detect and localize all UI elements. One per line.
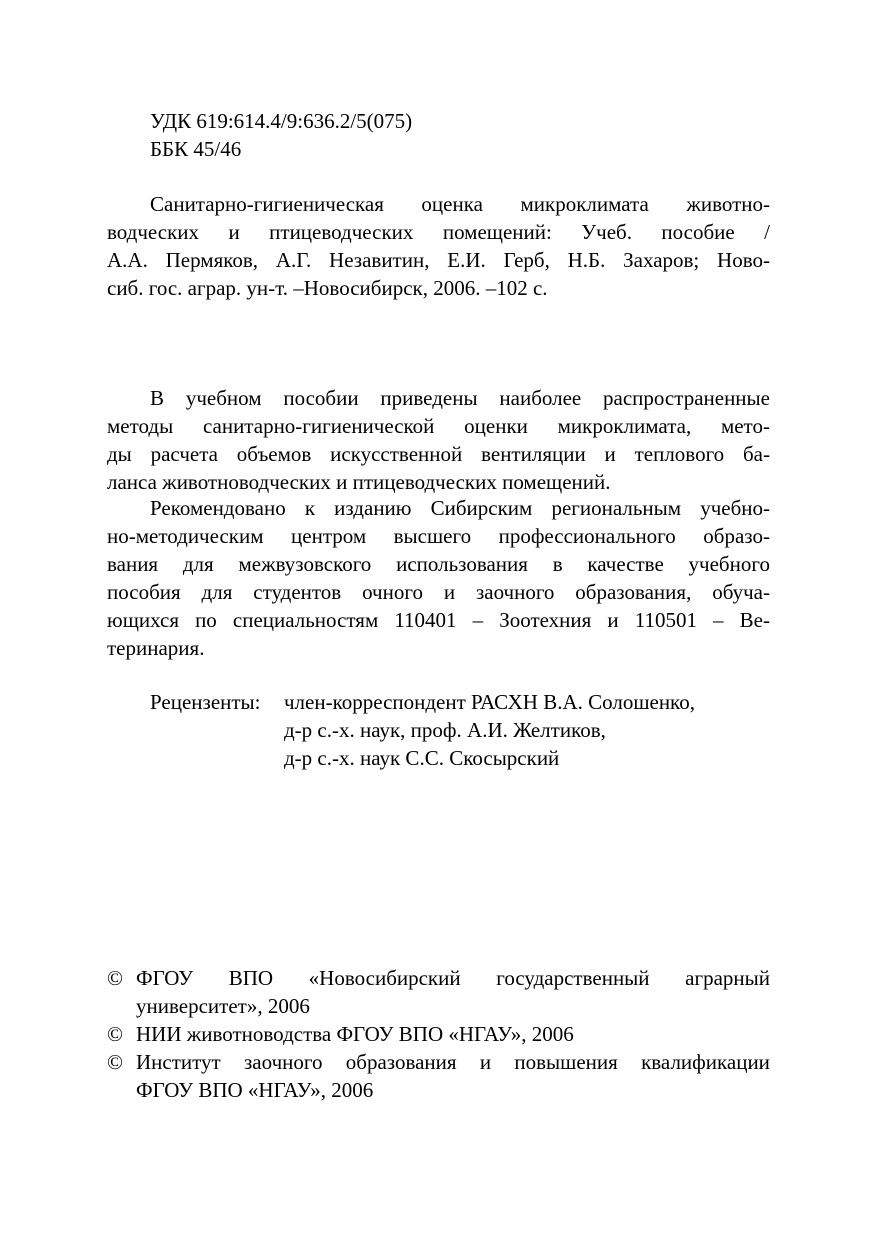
word: высшего xyxy=(393,524,472,548)
recommendation-line-3 xyxy=(107,550,770,579)
word: помещений: xyxy=(442,220,552,244)
word: микроклимата xyxy=(520,192,649,216)
word: очного xyxy=(362,580,423,604)
word: и xyxy=(604,442,616,466)
annotation-line-1 xyxy=(150,384,770,413)
word: но-методическим xyxy=(107,524,264,548)
reviewers-label: Рецензенты: xyxy=(150,690,261,714)
word: – xyxy=(472,608,484,632)
word: птицеводческих xyxy=(269,220,414,244)
word: к xyxy=(304,496,316,520)
word: приведены xyxy=(380,386,478,410)
word: заочного xyxy=(244,1050,323,1074)
word: пособии xyxy=(283,386,359,410)
bib-line-2 xyxy=(107,218,770,247)
word: микроклимата, xyxy=(557,414,692,438)
word: Пермяков, xyxy=(165,248,259,272)
word: повышения xyxy=(514,1050,618,1074)
bib-line-4: сиб. гос. аграр. ун-т. –Новосибирск, 2006. –102 с. xyxy=(107,276,548,300)
recommendation-line-2 xyxy=(107,522,770,551)
copyright-symbol-2: © xyxy=(107,1022,123,1046)
word: методы xyxy=(107,414,174,438)
word: учебно- xyxy=(700,496,770,520)
recommendation-line-4 xyxy=(107,578,770,607)
bib-line-1 xyxy=(150,190,770,219)
word: Ве- xyxy=(739,608,770,632)
word: Н.Б. xyxy=(567,248,606,272)
word: учебного xyxy=(688,552,770,576)
word: качестве xyxy=(587,552,664,576)
word: образо- xyxy=(703,524,770,548)
word: изданию xyxy=(334,496,412,520)
udk-code: УДК 619:614.4/9:636.2/5(075) xyxy=(150,109,413,133)
word: А.Г. xyxy=(275,248,312,272)
word: учебном xyxy=(185,386,262,410)
bib-line-3 xyxy=(107,246,770,275)
word: специальностям xyxy=(232,608,379,632)
word: профессионального xyxy=(498,524,676,548)
word: образования, xyxy=(575,580,692,604)
word: / xyxy=(764,220,770,244)
word: для xyxy=(201,580,233,604)
word: – xyxy=(713,608,724,632)
word: Е.И. xyxy=(447,248,486,272)
word: ВПО xyxy=(228,966,274,990)
word: 110401 xyxy=(394,608,457,632)
reviewer-2: д-р с.-х. наук, проф. А.И. Желтиков, xyxy=(284,718,606,742)
word: Ново- xyxy=(717,248,770,272)
word: квалификации xyxy=(641,1050,770,1074)
word: Учеб. xyxy=(581,220,632,244)
word: пособие xyxy=(661,220,735,244)
copyright-symbol-1: © xyxy=(107,966,123,990)
bbk-code: ББК 45/46 xyxy=(150,137,242,161)
annotation-line-4: ланса животноводческих и птицеводческих помещений. xyxy=(107,470,611,494)
word: ющихся xyxy=(107,608,179,632)
word: расчета xyxy=(150,442,218,466)
word: государственный xyxy=(496,966,650,990)
annotation-line-2 xyxy=(107,412,770,441)
word: в xyxy=(552,552,563,576)
word: Незавитин, xyxy=(329,248,430,272)
word: и xyxy=(228,220,240,244)
word: «Новосибирский xyxy=(308,966,461,990)
word: А.А. xyxy=(107,248,148,272)
copyright-symbol-3: © xyxy=(107,1050,123,1074)
word: вентиляции xyxy=(481,442,586,466)
word: В xyxy=(150,386,165,410)
word: искусственной xyxy=(330,442,463,466)
word: распространенные xyxy=(603,386,770,410)
copyright-2-line-1: НИИ животноводства ФГОУ ВПО «НГАУ», 2006 xyxy=(136,1022,574,1046)
word: Институт xyxy=(136,1050,221,1074)
word: 110501 xyxy=(634,608,697,632)
word: и xyxy=(607,608,619,632)
word: обуча- xyxy=(712,580,770,604)
word: животно- xyxy=(686,192,770,216)
word: ба- xyxy=(742,442,770,466)
word: ФГОУ xyxy=(136,966,194,990)
word: водческих xyxy=(107,220,200,244)
word: центром xyxy=(291,524,367,548)
word: и xyxy=(443,580,456,604)
word: наиболее xyxy=(499,386,582,410)
annotation-line-3 xyxy=(107,440,770,469)
word: теплового xyxy=(634,442,725,466)
word: оценки xyxy=(464,414,528,438)
word: Герб, xyxy=(503,248,550,272)
reviewer-1: член-корреспондент РАСХН В.А. Солошенко, xyxy=(284,690,695,714)
word: аграрный xyxy=(685,966,770,990)
word: для xyxy=(182,552,214,576)
copyright-1-line-2: университет», 2006 xyxy=(136,994,310,1018)
word: Зоотехния xyxy=(499,608,592,632)
reviewer-3: д-р с.-х. наук С.С. Скосырский xyxy=(284,746,560,770)
word: Захаров; xyxy=(623,248,700,272)
copyright-3-line-1 xyxy=(136,1048,770,1077)
word: региональным xyxy=(551,496,682,520)
word: Сибирским xyxy=(430,496,533,520)
word: образования xyxy=(345,1050,457,1074)
recommendation-line-6: теринария. xyxy=(107,636,205,660)
word: заочного xyxy=(475,580,555,604)
word: Санитарно-гигиеническая xyxy=(150,192,384,216)
word: вания xyxy=(107,552,159,576)
word: межвузовского xyxy=(238,552,372,576)
word: Рекомендовано xyxy=(150,496,286,520)
word: по xyxy=(195,608,217,632)
word: пособия xyxy=(107,580,181,604)
word: мето- xyxy=(720,414,770,438)
word: санитарно-гигиенической xyxy=(202,414,435,438)
word: оценка xyxy=(421,192,483,216)
word: и xyxy=(479,1050,492,1074)
word: объемов xyxy=(236,442,312,466)
word: ды xyxy=(107,442,132,466)
copyright-1-line-1 xyxy=(136,964,770,993)
recommendation-line-1 xyxy=(150,494,770,523)
word: использования xyxy=(396,552,528,576)
word: студентов xyxy=(253,580,342,604)
recommendation-line-5 xyxy=(107,606,770,635)
copyright-3-line-2: ФГОУ ВПО «НГАУ», 2006 xyxy=(136,1078,374,1102)
